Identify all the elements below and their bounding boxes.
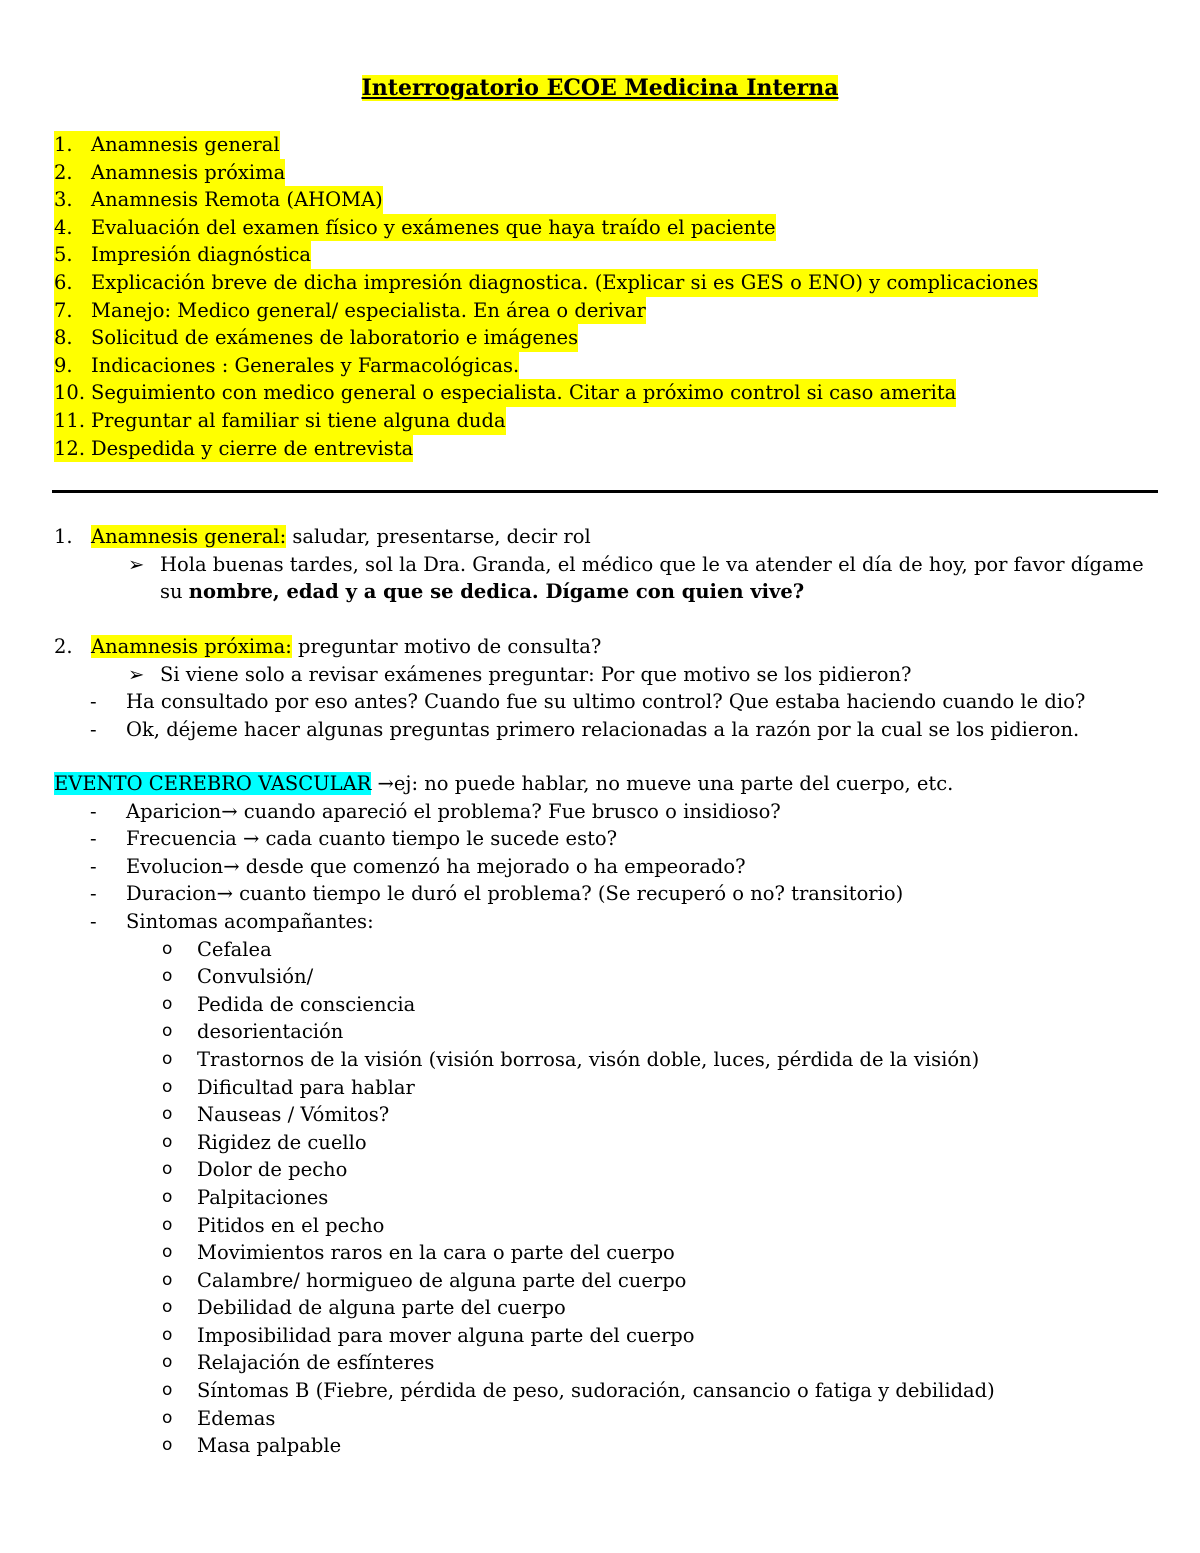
circle-bullet-icon: o — [162, 1297, 173, 1318]
symptom-item — [54, 1239, 995, 1267]
symptom-text: Trastornos de la visión (visión borrosa, visón doble, luces, pérdida de la visión) — [197, 1047, 980, 1071]
symptom-item — [54, 1322, 995, 1350]
step-number: 6. — [54, 270, 73, 294]
symptom-text: Rigidez de cuello — [197, 1130, 367, 1154]
symptom-text: Pitidos en el pecho — [197, 1213, 385, 1237]
list-item-text: Ok, déjeme hacer algunas preguntas primero relacionadas a la razón por la cual se los pidieron. — [126, 717, 1080, 741]
step-highlight — [54, 269, 1038, 297]
step-text: Seguimiento con medico general o especialista. Citar a próximo control si caso amerita — [91, 381, 957, 405]
step-number: 10. — [54, 381, 86, 405]
step-text: Explicación breve de dicha impresión diagnostica. (Explicar si es GES o ENO) y complicaciones — [91, 270, 1039, 294]
circle-bullet-icon: o — [162, 1380, 173, 1401]
circle-bullet-icon: o — [162, 1214, 173, 1235]
circle-bullet-icon: o — [162, 1186, 173, 1207]
step-number: 1. — [54, 133, 73, 156]
step-number: 3. — [54, 188, 73, 212]
symptom-item — [54, 1046, 995, 1074]
symptom-text: Convulsión/ — [197, 965, 314, 989]
circle-bullet-icon: o — [162, 1021, 173, 1042]
step-number: 5. — [54, 243, 73, 267]
symptom-text: Nauseas / Vómitos? — [197, 1103, 390, 1127]
step-text: Anamnesis Remota (AHOMA) — [91, 188, 383, 212]
symptom-text: Palpitaciones — [197, 1185, 329, 1209]
symptom-item — [54, 1101, 995, 1129]
circle-bullet-icon: o — [162, 1242, 173, 1263]
step-text: Manejo: Medico general/ especialista. En área o derivar — [91, 298, 646, 322]
step-item — [54, 131, 1038, 159]
symptom-text: Síntomas B (Fiebre, pérdida de peso, sudoración, cansancio o fatiga y debilidad) — [197, 1379, 995, 1403]
circle-bullet-icon: o — [162, 1324, 173, 1345]
symptom-text: Edemas — [197, 1406, 276, 1430]
step-highlight — [54, 407, 506, 435]
symptom-text: Calambre/ hormigueo de alguna parte del cuerpo — [197, 1268, 687, 1292]
document-title: Interrogatorio ECOE Medicina Interna — [361, 75, 839, 101]
symptom-text: Dificultad para hablar — [197, 1075, 415, 1099]
circle-bullet-icon: o — [162, 938, 173, 959]
step-number: 11. — [54, 408, 86, 432]
section-anamnesis-general — [54, 523, 1144, 606]
dash-list-item — [54, 908, 995, 936]
section-heading-line — [54, 523, 1144, 551]
symptom-item — [54, 1405, 995, 1433]
step-text: Anamnesis próxima — [91, 160, 286, 184]
step-item — [54, 241, 1038, 269]
symptom-item — [54, 1184, 995, 1212]
circle-bullet-icon: o — [162, 1131, 173, 1152]
symptom-item — [54, 936, 995, 964]
list-item-text: Duracion→ cuanto tiempo le duró el problema? (Se recuperó o no? transitorio) — [126, 882, 904, 906]
section-anamnesis-proxima — [54, 633, 1085, 743]
dash-bullet-icon: - — [90, 690, 97, 714]
step-highlight — [54, 214, 776, 242]
step-number: 7. — [54, 298, 73, 322]
circle-bullet-icon: o — [162, 1104, 173, 1125]
list-item-continuation — [54, 578, 1144, 606]
symptom-item — [54, 1129, 995, 1157]
dash-list-item — [54, 798, 995, 826]
step-highlight — [54, 352, 519, 380]
step-number: 8. — [54, 326, 73, 350]
step-number: 4. — [54, 215, 73, 239]
circle-bullet-icon: o — [162, 1435, 173, 1456]
symptom-text: Movimientos raros en la cara o parte del cuerpo — [197, 1241, 675, 1265]
step-text: Impresión diagnóstica — [91, 243, 312, 267]
step-text: Despedida y cierre de entrevista — [91, 436, 414, 460]
dash-bullet-icon: - — [90, 799, 97, 823]
step-item — [54, 269, 1038, 297]
dash-list-item — [54, 853, 995, 881]
list-item-text: Ha consultado por eso antes? Cuando fue su ultimo control? Que estaba haciendo cuando le dio? — [126, 690, 1086, 714]
section-heading-rest: preguntar motivo de consulta? — [291, 635, 602, 658]
arrow-bullet-icon: ➢ — [128, 552, 145, 576]
symptoms-list — [54, 936, 995, 1460]
list-item-text: Aparicion→ cuando apareció el problema? Fue brusco o insidioso? — [126, 799, 781, 823]
section-number: 2. — [54, 635, 73, 658]
arrow-list-item — [54, 661, 1085, 689]
step-item — [54, 379, 1038, 407]
step-highlight — [54, 324, 578, 352]
list-item-text: su — [160, 580, 189, 604]
step-highlight — [54, 241, 311, 269]
symptom-text: Relajación de esfínteres — [197, 1351, 435, 1375]
step-number: 2. — [54, 160, 73, 184]
step-item — [54, 324, 1038, 352]
step-text: Preguntar al familiar si tiene alguna duda — [91, 408, 506, 432]
section-heading: Anamnesis general: — [91, 525, 287, 548]
circle-bullet-icon: o — [162, 1352, 173, 1373]
symptom-item — [54, 1156, 995, 1184]
dash-bullet-icon: - — [90, 882, 97, 906]
symptom-text: Debilidad de alguna parte del cuerpo — [197, 1296, 566, 1320]
circle-bullet-icon: o — [162, 1269, 173, 1290]
circle-bullet-icon: o — [162, 966, 173, 987]
symptom-item — [54, 1267, 995, 1295]
steps-list — [54, 131, 1038, 462]
step-item — [54, 214, 1038, 242]
symptom-item — [54, 1349, 995, 1377]
symptom-item — [54, 963, 995, 991]
step-highlight — [54, 186, 383, 214]
list-item-text: Si viene solo a revisar exámenes preguntar: Por que motivo se los pidieron? — [160, 662, 912, 686]
dash-bullet-icon: - — [90, 717, 97, 741]
step-item — [54, 159, 1038, 187]
symptom-item — [54, 1377, 995, 1405]
step-text: Solicitud de exámenes de laboratorio e imágenes — [91, 326, 579, 350]
step-item — [54, 435, 1038, 463]
symptom-item — [54, 1018, 995, 1046]
symptom-item — [54, 1212, 995, 1240]
list-item-text: Frecuencia → cada cuanto tiempo le sucede esto? — [126, 827, 618, 851]
step-item — [54, 352, 1038, 380]
step-number: 12. — [54, 436, 86, 460]
circle-bullet-icon: o — [162, 1048, 173, 1069]
section-evento-cerebro-vascular — [54, 770, 995, 1460]
step-text: Indicaciones : Generales y Farmacológicas. — [91, 353, 520, 377]
symptom-text: Cefalea — [197, 937, 272, 961]
step-text: Evaluación del examen físico y exámenes que haya traído el paciente — [91, 215, 776, 239]
symptom-text: desorientación — [197, 1020, 344, 1044]
dash-bullet-icon: - — [90, 854, 97, 878]
section-heading-rest: →ej: no puede hablar, no mueve una parte del cuerpo, etc. — [371, 772, 954, 795]
circle-bullet-icon: o — [162, 1407, 173, 1428]
step-number: 9. — [54, 353, 73, 377]
dash-bullet-icon: - — [90, 909, 97, 933]
dash-bullet-icon: - — [90, 827, 97, 851]
symptom-item — [54, 1432, 995, 1460]
circle-bullet-icon: o — [162, 1159, 173, 1180]
symptom-text: Masa palpable — [197, 1434, 342, 1458]
symptom-item — [54, 1294, 995, 1322]
circle-bullet-icon: o — [162, 1076, 173, 1097]
symptom-item — [54, 1074, 995, 1102]
circle-bullet-icon: o — [162, 993, 173, 1014]
step-highlight — [54, 131, 280, 159]
step-highlight — [54, 159, 285, 187]
step-highlight — [54, 297, 646, 325]
section-heading: Anamnesis próxima: — [91, 635, 292, 658]
section-heading-rest: saludar, presentarse, decir rol — [286, 525, 591, 548]
horizontal-divider — [52, 490, 1158, 493]
dash-list-item — [54, 880, 995, 908]
symptom-text: Imposibilidad para mover alguna parte del cuerpo — [197, 1323, 695, 1347]
list-item-text: Hola buenas tardes, sol la Dra. Granda, el médico que le va atender el día de hoy, por favor dígame — [160, 552, 1144, 576]
symptom-item — [54, 991, 995, 1019]
section-heading-line — [54, 770, 995, 798]
step-item — [54, 407, 1038, 435]
evento-dash-list — [54, 798, 995, 936]
step-item — [54, 186, 1038, 214]
arrow-bullet-icon: ➢ — [128, 662, 145, 686]
section-heading-line — [54, 633, 1085, 661]
dash-list-item — [54, 825, 995, 853]
symptom-text: Pedida de consciencia — [197, 992, 416, 1016]
section-number: 1. — [54, 525, 73, 548]
step-text: Anamnesis general — [91, 133, 280, 156]
dash-list-item — [54, 688, 1085, 716]
dash-list-item — [54, 716, 1085, 744]
list-item-text: Sintomas acompañantes: — [126, 909, 374, 933]
arrow-list-item — [54, 551, 1144, 579]
bold-text: nombre, edad y a que se dedica. Dígame con quien vive? — [188, 580, 805, 604]
section-heading: EVENTO CEREBRO VASCULAR — [54, 772, 372, 795]
step-highlight — [54, 379, 956, 407]
step-item — [54, 297, 1038, 325]
step-highlight — [54, 435, 413, 463]
list-item-text: Evolucion→ desde que comenzó ha mejorado o ha empeorado? — [126, 854, 746, 878]
symptom-text: Dolor de pecho — [197, 1158, 348, 1182]
